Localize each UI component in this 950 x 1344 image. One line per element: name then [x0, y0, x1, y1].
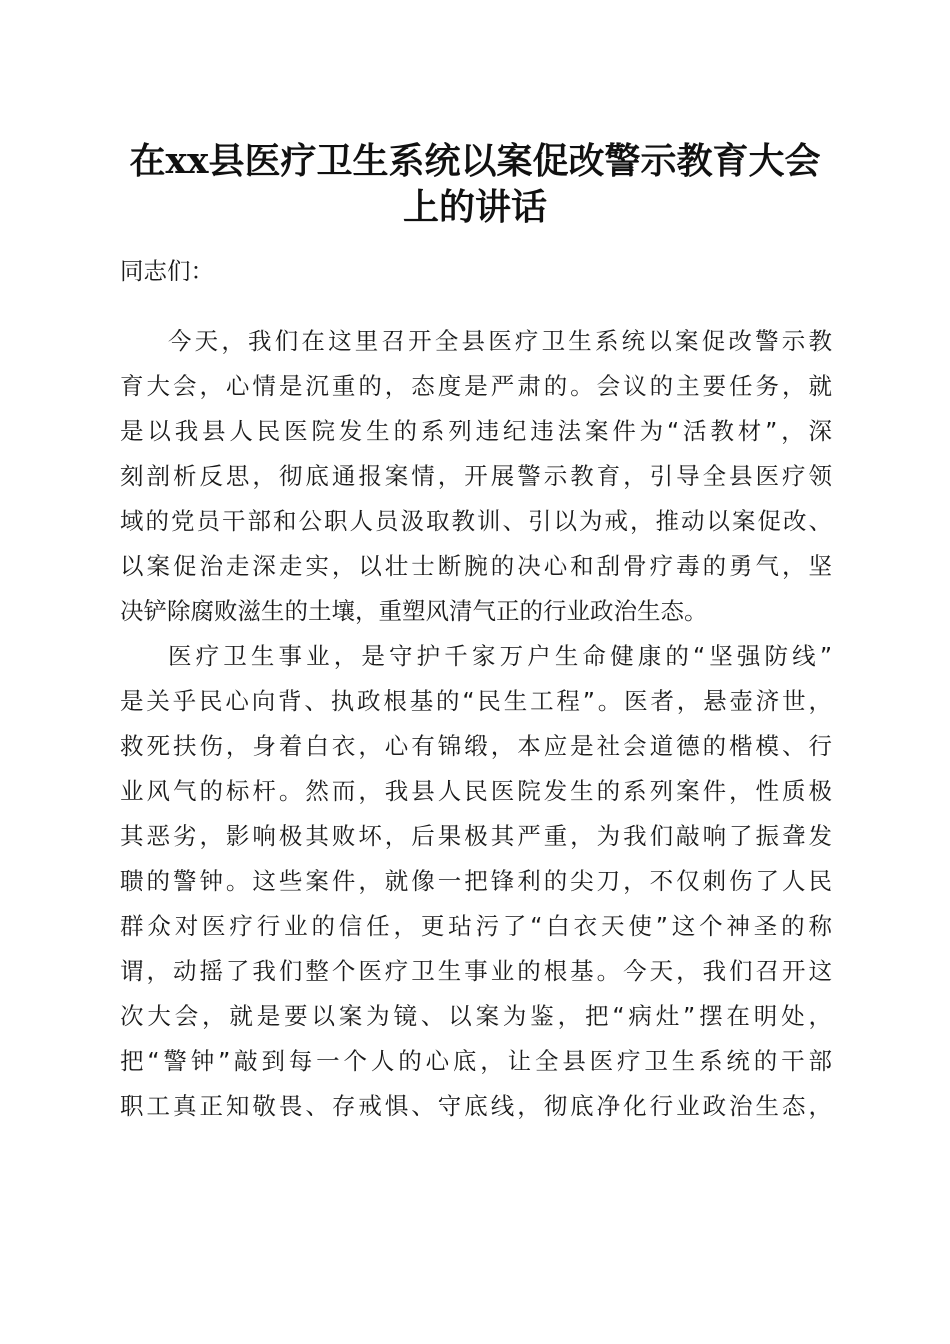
paragraph-1-line: 育大会，心情是沉重的，态度是严肃的。会议的主要任务，就 [120, 372, 832, 400]
document-title-line-1: 在xx县医疗卫生系统以案促改警示教育大会 [129, 140, 821, 182]
document-title-line-2: 上的讲话 [402, 186, 547, 228]
paragraph-1-line: 域的党员干部和公职人员汲取教训、引以为戒，推动以案促改、 [120, 507, 832, 535]
paragraph-1-line: 刻剖析反思，彻底通报案情，开展警示教育，引导全县医疗领 [120, 462, 832, 490]
paragraph-1-line: 以案促治走深走实，以壮士断腕的决心和刮骨疗毒的勇气，坚 [120, 552, 832, 580]
paragraph-2-line: 是关乎民心向背、执政根基的“民生工程”。医者，悬壶济世， [120, 687, 832, 715]
paragraph-2-line: 谓，动摇了我们整个医疗卫生事业的根基。今天，我们召开这 [120, 957, 832, 985]
paragraph-1-line: 今天，我们在这里召开全县医疗卫生系统以案促改警示教 [168, 327, 832, 355]
paragraph-1-line: 是以我县人民医院发生的系列违纪违法案件为“活教材”，深 [120, 417, 832, 445]
paragraph-2-line: 聩的警钟。这些案件，就像一把锋利的尖刀，不仅刺伤了人民 [120, 867, 832, 895]
paragraph-2-line: 救死扶伤，身着白衣，心有锦缎，本应是社会道德的楷模、行 [120, 732, 832, 760]
greeting: 同志们： [120, 257, 214, 285]
paragraph-2-line: 次大会，就是要以案为镜、以案为鉴，把“病灶”摆在明处， [120, 1002, 832, 1030]
paragraph-2-line: 职工真正知敬畏、存戒惧、守底线，彻底净化行业政治生态， [120, 1092, 832, 1120]
paragraph-2-line: 业风气的标杆。然而，我县人民医院发生的系列案件，性质极 [120, 777, 832, 805]
paragraph-2-line: 医疗卫生事业，是守护千家万户生命健康的“坚强防线” [168, 642, 832, 670]
paragraph-2-line: 其恶劣，影响极其败坏，后果极其严重，为我们敲响了振聋发 [120, 822, 832, 850]
paragraph-2-line: 把“警钟”敲到每一个人的心底，让全县医疗卫生系统的干部 [120, 1047, 832, 1075]
paragraph-2-line: 群众对医疗行业的信任，更玷污了“白衣天使”这个神圣的称 [120, 912, 832, 940]
paragraph-1-line: 决铲除腐败滋生的土壤，重塑风清气正的行业政治生态。 [120, 597, 708, 625]
